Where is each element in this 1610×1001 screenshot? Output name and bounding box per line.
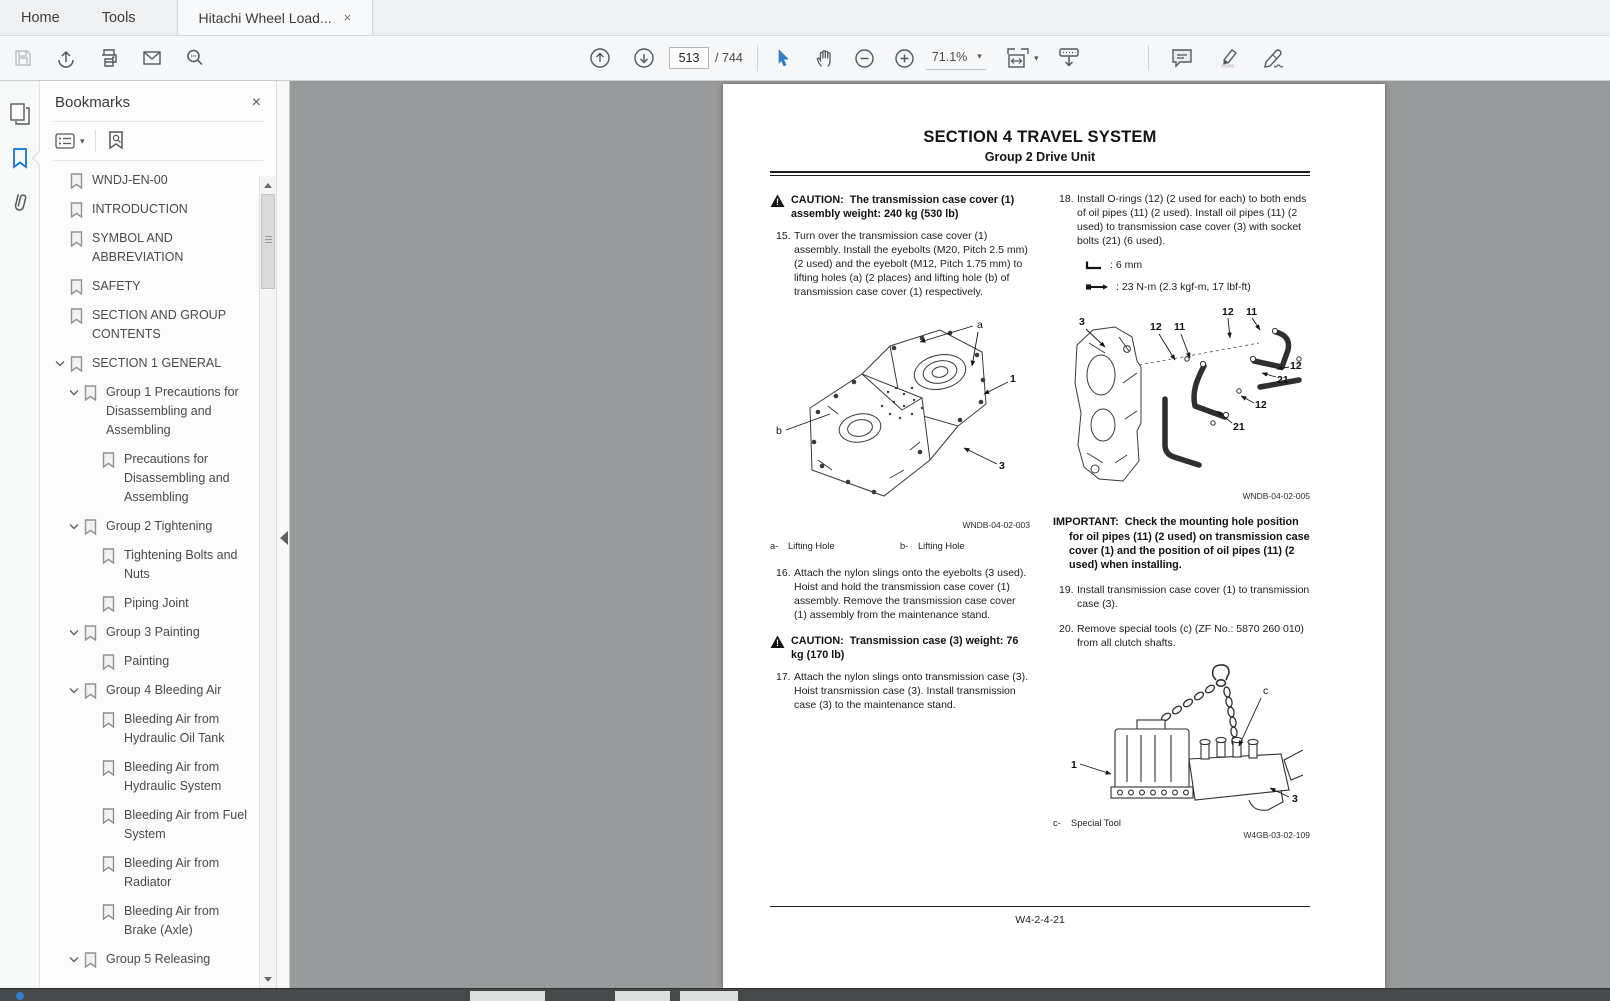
expand-current-bookmark-button[interactable] [106, 130, 126, 152]
navigation-pane-rail [0, 81, 40, 988]
page-up-icon [588, 46, 612, 70]
fit-width-button[interactable] [1000, 42, 1044, 74]
search-icon [184, 47, 206, 69]
attachments-panel-button[interactable] [6, 189, 34, 215]
torque-wrench-icon [1085, 282, 1109, 292]
highlight-button[interactable] [1211, 42, 1245, 74]
section-title: SECTION 4 TRAVEL SYSTEM [923, 128, 1157, 146]
bookmark-item[interactable]: Group 4 Bleeding Air [50, 681, 250, 700]
search-button[interactable] [178, 42, 212, 74]
bookmark-item[interactable]: INTRODUCTION [50, 200, 250, 219]
svg-text:3: 3 [1079, 316, 1085, 329]
bookmark-item[interactable]: SECTION AND GROUP CONTENTS [50, 306, 250, 344]
svg-text:11: 11 [1174, 321, 1186, 334]
step-16: 16. Attach the nylon slings onto the eyebolts (3 used). Hoist and hold the transmission case cover (1) assembly. Remove the transmission case cover (1) assembly from the maintenance stand. [776, 567, 1027, 621]
svg-text:21: 21 [1277, 374, 1289, 387]
print-icon [98, 47, 120, 69]
bookmark-item[interactable]: Group 3 Painting [50, 623, 250, 642]
figure-transmission-case-cover [770, 310, 1030, 551]
document-viewport[interactable] [290, 81, 1610, 988]
close-bookmarks-icon[interactable]: × [251, 93, 261, 111]
chevron-down-icon: ▾ [1034, 52, 1039, 63]
figure-1-legend: a- Lifting Hole b- Lifting Hole [770, 541, 965, 552]
tab-document[interactable] [177, 0, 374, 35]
save-icon [13, 48, 33, 68]
collapse-chevron-icon[interactable] [64, 517, 84, 530]
header-rule [770, 171, 1310, 176]
taskbar-segment [615, 991, 670, 1001]
bookmark-item[interactable]: WNDJ-EN-00 [50, 171, 250, 190]
taskbar-segment [680, 991, 738, 1001]
bookmark-item[interactable]: Piping Joint [50, 594, 250, 613]
tab-home[interactable]: Home [21, 9, 60, 26]
warning-triangle-icon [770, 635, 785, 649]
scroll-up-button[interactable] [260, 177, 276, 193]
options-list-icon [55, 133, 75, 149]
caution-block-1: ! CAUTION: The transmission case cover (1) assembly weight: 240 kg (530 lb) [770, 193, 1030, 221]
step-18: 18. Install O-rings (12) (2 used for each) to both ends of oil pipes (11) (2 used). Install oil pipes (11) (2 used) to transmission case cover (3) with socket bolts (21) (6 used). [1059, 193, 1307, 247]
previous-page-button[interactable] [583, 42, 617, 74]
bookmark-item[interactable]: Bleeding Air from Hydraulic Oil Tank [50, 710, 250, 748]
page-number-input[interactable] [669, 47, 709, 69]
chevron-down-icon: ▾ [977, 51, 982, 61]
find-current-bookmark-icon [106, 130, 126, 152]
svg-text:12: 12 [1255, 399, 1267, 412]
svg-text:!: ! [776, 637, 779, 648]
window-tab-bar [0, 0, 1610, 36]
hex-key-icon [1085, 259, 1103, 271]
zoom-out-icon [853, 47, 876, 70]
main-toolbar [0, 36, 1610, 81]
page-total-label: / 744 [715, 51, 743, 65]
svg-text:12: 12 [1150, 321, 1162, 334]
close-document-icon[interactable]: × [343, 10, 352, 25]
warning-triangle-icon [770, 194, 785, 208]
collapse-panel-handle[interactable] [280, 531, 288, 545]
figure-2-drawing [1053, 303, 1303, 489]
step-20: 20. Remove special tools (c) (ZF No.: 5870 260 010) from all clutch shafts. [1059, 623, 1305, 650]
svg-text:a: a [977, 319, 983, 332]
bookmark-item[interactable]: Tightening Bolts and Nuts [50, 546, 250, 584]
fill-sign-button[interactable] [1257, 42, 1291, 74]
group-title: Group 2 Drive Unit [984, 150, 1096, 164]
toolbar-divider [1148, 45, 1149, 71]
svg-text:3: 3 [1292, 792, 1298, 805]
bookmark-icon [11, 147, 29, 169]
toolbar-divider [757, 45, 758, 71]
taskbar-app-dot [16, 992, 24, 1000]
comment-button[interactable] [1165, 42, 1199, 74]
bookmark-item[interactable]: Group 1 Precautions for Disassembling and Assembling [50, 383, 250, 440]
zoom-in-icon [893, 47, 916, 70]
figure-3-drawing [1053, 662, 1303, 814]
collapse-chevron-icon[interactable] [64, 950, 84, 963]
caution-block-2: ! CAUTION: Transmission case (3) weight: 76 kg (170 lb) [770, 634, 1030, 662]
bookmark-item[interactable]: Precautions for Disassembling and Assembling [50, 450, 250, 507]
collapse-chevron-icon[interactable] [64, 623, 84, 636]
hand-tool-icon [814, 47, 836, 69]
taskbar-strip [0, 988, 1610, 1001]
page-thumbnails-icon [9, 102, 31, 126]
bookmark-item[interactable]: Bleeding Air from Hydraulic System [50, 758, 250, 796]
bookmark-item[interactable]: Bleeding Air from Fuel System [50, 806, 250, 844]
paperclip-icon [9, 190, 31, 214]
bookmark-item[interactable]: Painting [50, 652, 250, 671]
bookmark-item[interactable]: SECTION 1 GENERAL [50, 354, 250, 373]
email-button[interactable] [135, 42, 169, 74]
page-scrolling-button[interactable] [1052, 42, 1086, 74]
share-button[interactable] [49, 42, 83, 74]
collapse-chevron-icon[interactable] [64, 383, 84, 396]
svg-text:1: 1 [1071, 758, 1077, 771]
figure-oil-pipes [1053, 303, 1310, 501]
svg-text:b: b [776, 425, 782, 438]
bookmarks-scrollbar[interactable] [259, 176, 276, 988]
email-icon [141, 47, 163, 69]
step-19: 19. Install transmission case cover (1) to transmission case (3). [1059, 584, 1310, 611]
hand-tool-button[interactable] [808, 42, 842, 74]
figure-1-drawing [770, 310, 1022, 518]
svg-text:!: ! [776, 197, 779, 207]
torque-spec: : 23 N-m (2.3 kgf-m, 17 lbf-ft) [1053, 281, 1310, 293]
panel-gutter [277, 81, 290, 988]
save-button[interactable] [6, 42, 40, 74]
bookmark-item[interactable]: Group 2 Tightening [50, 517, 250, 536]
zoom-level-value: 71.1% [931, 49, 968, 64]
highlighter-icon [1216, 47, 1240, 69]
hex-size-spec: : 6 mm [1053, 259, 1310, 271]
svg-text:11: 11 [1246, 306, 1258, 319]
select-cursor-icon [773, 48, 793, 68]
bookmark-item[interactable]: SAFETY [50, 277, 250, 296]
svg-text:12: 12 [1222, 306, 1234, 319]
collapse-chevron-icon[interactable] [64, 681, 84, 694]
figure-3-caption: W4GB-03-02-109 [1243, 829, 1310, 840]
bookmark-item[interactable]: Group 5 Releasing [50, 950, 250, 969]
figure-3-legend: c- Special Tool [1053, 817, 1121, 828]
divider [95, 130, 96, 152]
taskbar-segment [470, 991, 545, 1001]
zoom-level-dropdown[interactable] [926, 47, 986, 70]
pdf-page [723, 84, 1385, 988]
share-icon [55, 47, 77, 69]
select-tool-button[interactable] [766, 42, 800, 74]
figure-hoisting-case [1053, 662, 1310, 840]
svg-text:1: 1 [1010, 373, 1016, 386]
svg-text:3: 3 [999, 460, 1005, 473]
fill-sign-pen-icon [1261, 47, 1287, 69]
next-page-button[interactable] [627, 42, 661, 74]
page-footer-number: W4-2-4-21 [1015, 914, 1065, 926]
page-footer [770, 906, 1310, 926]
chevron-down-icon: ▾ [80, 135, 85, 146]
figure-1-caption: WNDB-04-02-003 [962, 520, 1030, 531]
scrollbar-thumb[interactable] [261, 194, 275, 289]
fit-width-icon [1005, 46, 1031, 70]
step-15: 15. Turn over the transmission case cover (1) assembly. Install the eyebolts (M20, Pitch 2.5 mm) (2 used) and the eyebolt (M12, Pitch 1.75 mm) to lifting holes (a) (2 places) and lifting hole (b) of transmission case cover (1) respectively. [776, 230, 1028, 298]
scrolling-mode-icon [1056, 46, 1082, 70]
bookmarks-panel [40, 81, 277, 988]
page-thumbnails-button[interactable] [6, 101, 34, 127]
svg-text:c: c [1263, 684, 1269, 697]
figure-2-caption: WNDB-04-02-005 [1242, 491, 1310, 502]
tab-tools[interactable]: Tools [101, 9, 136, 26]
bookmark-item[interactable]: Bleeding Air from Brake (Axle) [50, 902, 250, 940]
zoom-in-button[interactable] [888, 42, 922, 74]
page-down-icon [632, 46, 656, 70]
scroll-down-button[interactable] [260, 971, 276, 987]
svg-text:12: 12 [1290, 360, 1302, 373]
svg-text:21: 21 [1233, 421, 1245, 434]
comment-icon [1170, 47, 1194, 69]
document-tab-title: Hitachi Wheel Load... [198, 9, 332, 26]
bookmarks-panel-button[interactable] [6, 145, 34, 171]
zoom-out-button[interactable] [848, 42, 882, 74]
step-17: 17. Attach the nylon slings onto transmission case (3). Hoist transmission case (3). Install transmission case (3) to the maintenance stand. [776, 670, 1029, 711]
collapse-chevron-icon[interactable] [50, 354, 70, 367]
bookmark-options-button[interactable] [55, 133, 85, 149]
bookmarks-panel-title: Bookmarks [55, 94, 131, 111]
bookmarks-list [40, 161, 276, 988]
print-button[interactable] [92, 42, 126, 74]
important-block: IMPORTANT: Check the mounting hole position for oil pipes (11) (2 used) on transmission case cover (1) and the position of oil pipes (11) (2 used) when installing. [1053, 516, 1310, 572]
bookmark-item[interactable]: SYMBOL AND ABBREVIATION [50, 229, 250, 267]
bookmark-item[interactable]: Bleeding Air from Radiator [50, 854, 250, 892]
